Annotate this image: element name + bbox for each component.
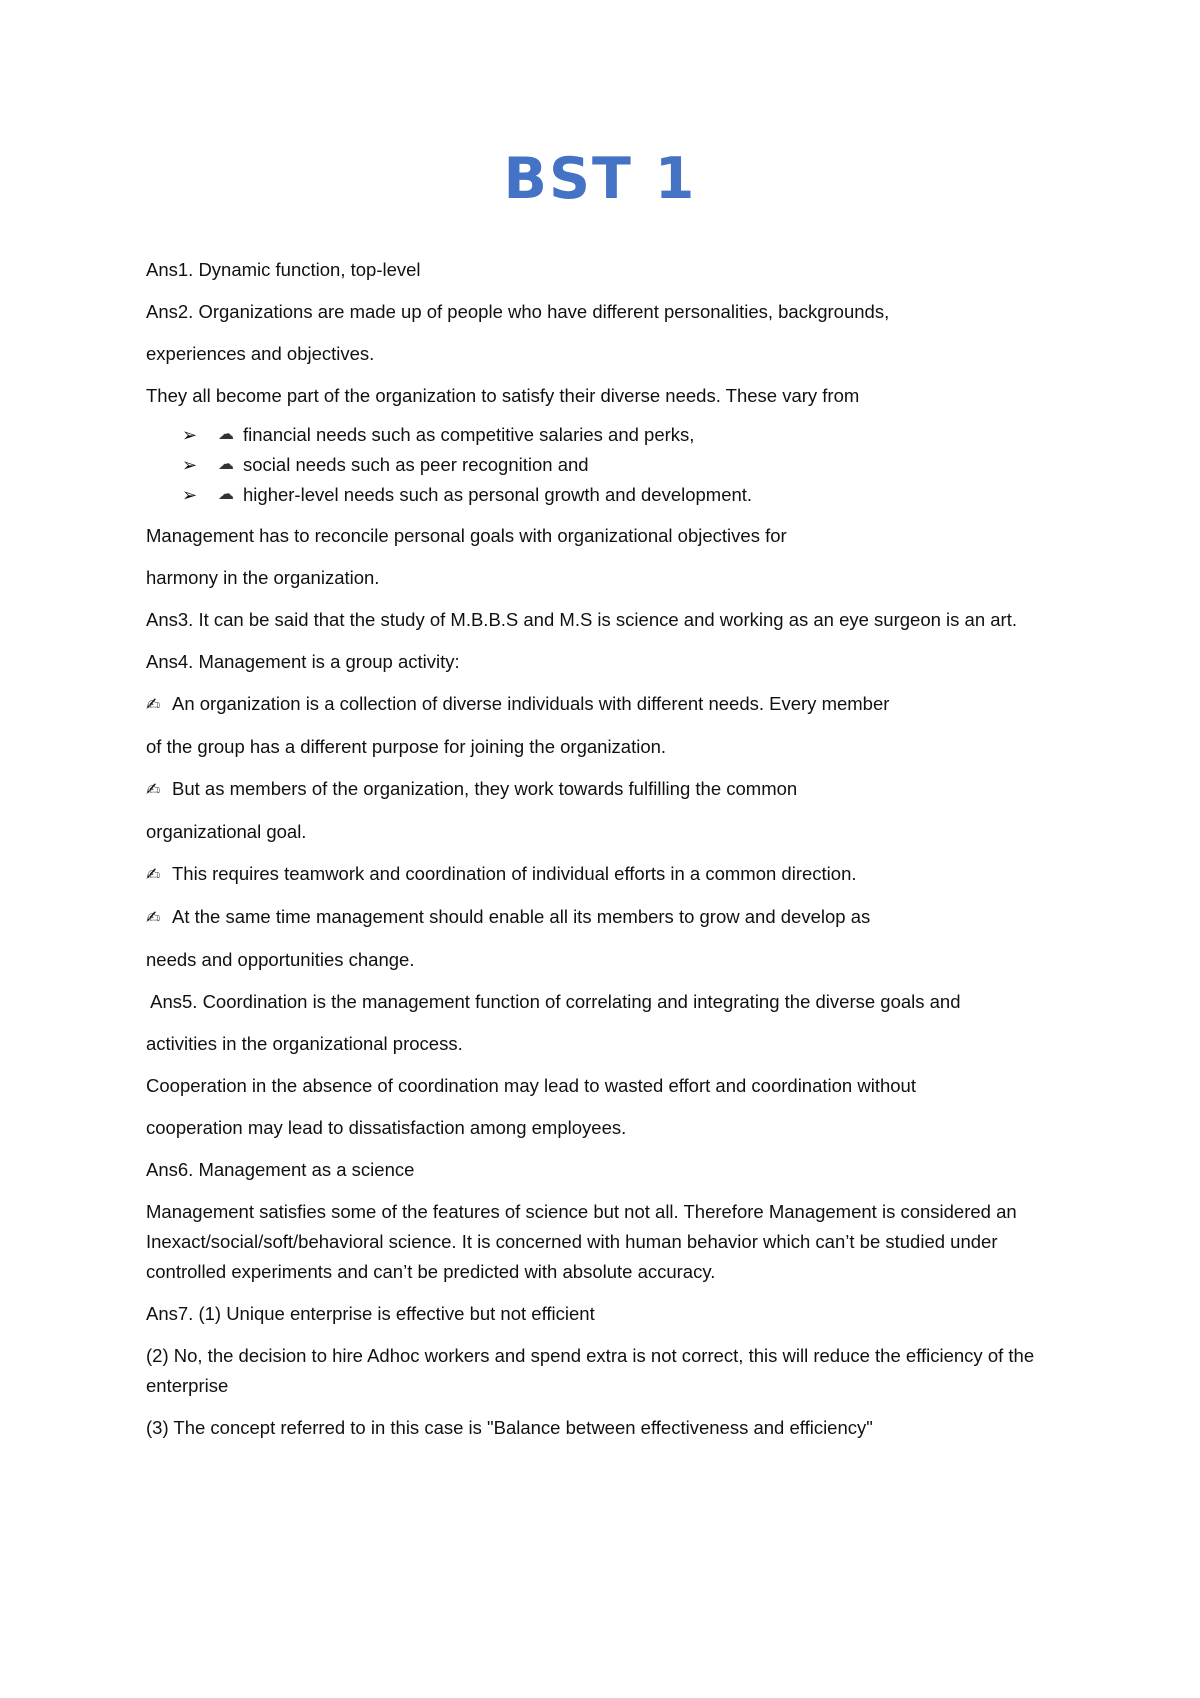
list-item-text: financial needs such as competitive salaries and perks, <box>243 424 695 445</box>
writing-hand-icon: ✍ <box>146 780 161 799</box>
answer-6-heading: Ans6. Management as a science <box>146 1159 415 1180</box>
answer-4-point-2a-text: But as members of the organization, they work towards fulfilling the common <box>172 778 798 799</box>
arrowhead-bullet-icon: ➢ <box>182 454 198 475</box>
cloud-bullet-icon: ☁ <box>218 456 234 473</box>
arrowhead-bullet-icon: ➢ <box>182 484 198 505</box>
answer-4-point-2a <box>146 774 1066 805</box>
answer-4-point-4a-text: At the same time management should enable all its members to grow and develop as <box>172 906 871 927</box>
answer-5-line-3: Cooperation in the absence of coordination may lead to wasted effort and coordination without <box>146 1075 916 1096</box>
answer-2-line-5: harmony in the organization. <box>146 567 380 588</box>
answer-6-body: Management satisfies some of the features of science but not all. Therefore Management is considered an Inexact/social/soft/behavioral science. It is concerned with human behavior which can’t be studied under controlled experiments and can’t be predicted with absolute accuracy. <box>146 1201 1017 1282</box>
list-item <box>146 450 1066 480</box>
answer-4-point-1a-text: An organization is a collection of diverse individuals with different needs. Every member <box>172 693 890 714</box>
list-item <box>146 480 1066 510</box>
answer-4-point-1a <box>146 689 1066 720</box>
answer-2-line-3: They all become part of the organization to satisfy their diverse needs. These vary from <box>146 385 860 406</box>
cloud-bullet-icon: ☁ <box>218 486 234 503</box>
answer-5-line-1: Ans5. Coordination is the management function of correlating and integrating the diverse goals and <box>146 991 961 1012</box>
arrowhead-bullet-icon: ➢ <box>182 424 198 445</box>
list-item-text: social needs such as peer recognition and <box>243 454 589 475</box>
answer-1: Ans1. Dynamic function, top-level <box>146 259 421 280</box>
list-item <box>146 420 1066 450</box>
list-item-text: higher-level needs such as personal growth and development. <box>243 484 753 505</box>
answer-4-heading: Ans4. Management is a group activity: <box>146 651 460 672</box>
answer-4-point-4a <box>146 902 1066 933</box>
writing-hand-icon: ✍ <box>146 908 161 927</box>
writing-hand-icon: ✍ <box>146 695 161 714</box>
document-body <box>146 255 1066 1443</box>
answer-2-line-4: Management has to reconcile personal goals with organizational objectives for <box>146 525 787 546</box>
answer-7-part-1: Ans7. (1) Unique enterprise is effective but not efficient <box>146 1303 595 1324</box>
answer-7-part-3: (3) The concept referred to in this case is "Balance between effectiveness and efficiency" <box>146 1417 873 1438</box>
answer-4-point-2b: organizational goal. <box>146 821 307 842</box>
answer-5-line-2: activities in the organizational process. <box>146 1033 463 1054</box>
answer-3: Ans3. It can be said that the study of M.B.B.S and M.S is science and working as an eye surgeon is an art. <box>146 609 1017 630</box>
cloud-bullet-icon: ☁ <box>218 426 234 443</box>
answer-4-point-4b: needs and opportunities change. <box>146 949 415 970</box>
writing-hand-icon: ✍ <box>146 865 161 884</box>
answer-4-point-3-text: This requires teamwork and coordination of individual efforts in a common direction. <box>172 863 857 884</box>
answer-4-point-3 <box>146 859 1066 890</box>
answer-5-line-4: cooperation may lead to dissatisfaction among employees. <box>146 1117 627 1138</box>
answer-2-line-1: Ans2. Organizations are made up of people who have different personalities, backgrounds, <box>146 301 890 322</box>
answer-2-line-2: experiences and objectives. <box>146 343 375 364</box>
answer-7-part-2: (2) No, the decision to hire Adhoc workers and spend extra is not correct, this will reduce the efficiency of the enterprise <box>146 1345 1035 1396</box>
answer-4-point-1b: of the group has a different purpose for joining the organization. <box>146 736 667 757</box>
document-title: BST 1 <box>503 146 697 212</box>
needs-list <box>146 420 1066 510</box>
